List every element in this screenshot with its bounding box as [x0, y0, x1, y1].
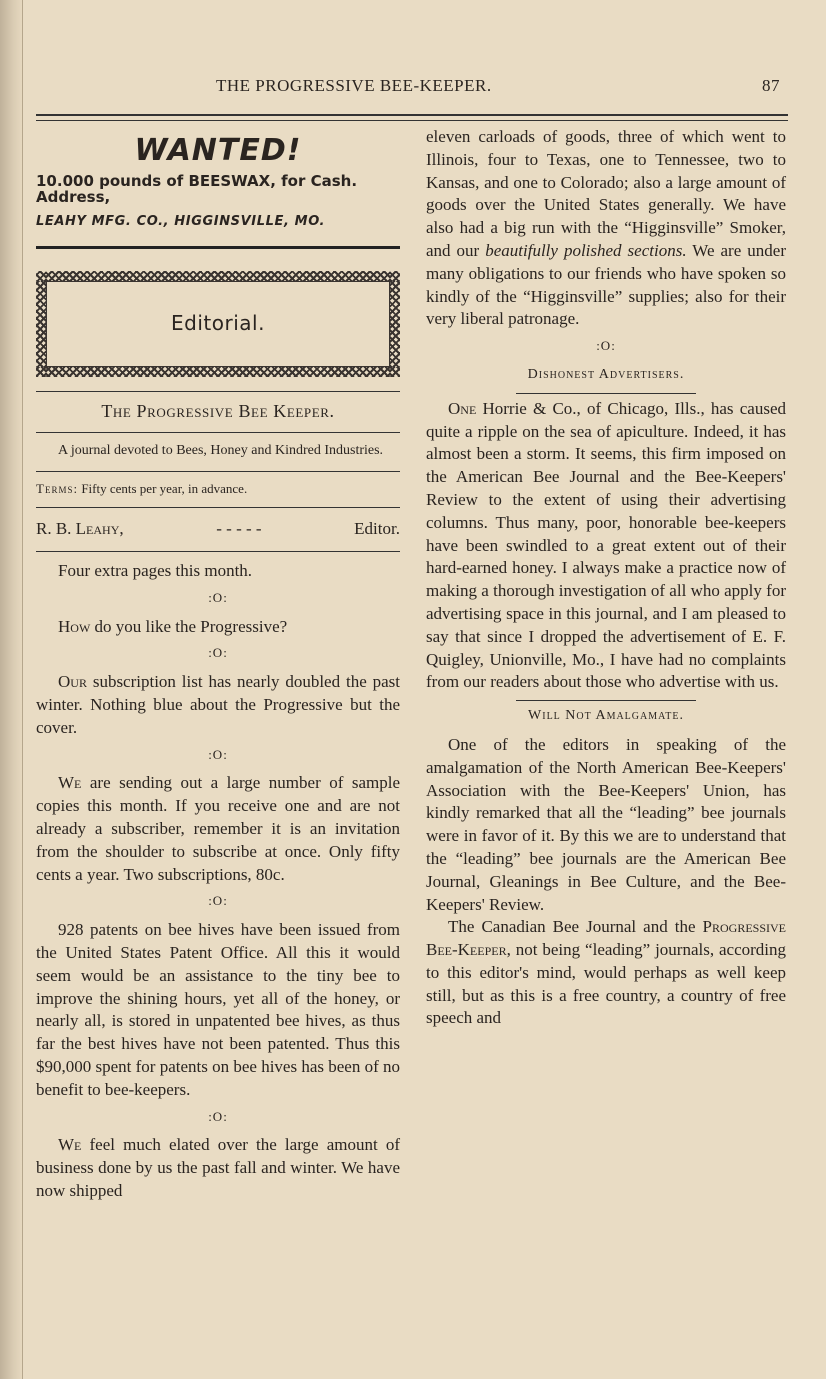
paragraph-business — [36, 1134, 400, 1202]
paragraph-subscription — [36, 671, 400, 739]
heading-will-not-amalgamate: Will Not Amalgamate. — [528, 708, 684, 724]
paragraph-carloads — [426, 126, 786, 331]
separator: :O: — [208, 893, 228, 909]
masthead-title: The Progressive Bee Keeper. — [101, 400, 335, 421]
editorial-label: Editorial. — [46, 281, 390, 367]
paragraph-text: Horrie & Co., of Chicago, Ills., has caused quite a ripple on the sea of apiculture. Indeed, it has almost been a storm. It seems, this firm imposed on the American Bee Journal and the Bee-Keepers' Review to the extent of using their advertising columns. Thus many, poor, honorable bee-keepers have been swindled to a great extent out of their hard-earned honey. I always make a practice now of making a thorough investigation of all who apply for advertising space in this journal, and I am pleased to say that since I dropped the advertisement of E. F. Quigley, Unionville, Mo., I have had no complaints from our readers about those who advertise with us. — [426, 398, 786, 692]
separator: :O: — [208, 589, 228, 605]
header-rule — [36, 114, 788, 121]
ad-line-2: LEAHY MFG. CO., HIGGINSVILLE, MO. — [36, 213, 326, 229]
running-title: THE PROGRESSIVE BEE-KEEPER. — [216, 76, 492, 95]
paragraph-text: do you like the Progressive? — [94, 616, 288, 636]
paragraph-amalgamation: One of the editors in speaking of the amalgamation of the North American Bee-Keepers' Association with the Bee-Keepers' Union, has kindly remarked that all the “leading” bee journals were in favor of it. By this we are to understand that the “leading” bee journals are the American Bee Journal, Gleanings in Bee Culture, and the Bee-Keepers' Review. — [426, 734, 786, 914]
masthead-description: A journal devoted to Bees, Honey and Kindred Industries. — [58, 443, 384, 459]
paragraph-canadian — [426, 916, 786, 1030]
left-column — [36, 126, 400, 1203]
lead-word: We — [58, 1135, 82, 1155]
paragraph-horrie — [426, 398, 786, 694]
separator: :O: — [596, 338, 616, 354]
paragraph-text: feel much elated over the large amount of business done by us the past fall and winter. We have now shipped — [36, 1135, 400, 1200]
lead-word: How — [58, 616, 91, 636]
paragraph-text: subscription list has nearly doubled the past winter. Nothing blue about the Progressive but the cover. — [36, 672, 401, 737]
lead-word: We — [58, 773, 82, 793]
lead-word: One — [448, 398, 477, 418]
editorial-banner — [36, 271, 400, 377]
right-column — [426, 126, 786, 1030]
heading-rule — [516, 393, 696, 394]
italic-phrase: beautifully polished sections. — [485, 240, 687, 260]
paragraph-text: are sending out a large number of sample copies this month. If you receive one and are not already a subscriber, remember it is an invitation from the shoulder to subscribe at once. Only fifty cents a year. Two subscriptions, 80c. — [36, 773, 400, 884]
heading-rule — [516, 700, 696, 701]
journal-name: Progressive Bee-Keeper, — [426, 917, 787, 960]
paragraph-text: The Canadian Bee Journal and the — [448, 917, 696, 937]
ad-title: WANTED! — [134, 133, 302, 168]
paragraph-sample-copies — [36, 772, 400, 886]
editor-dashes: - - - - - — [216, 519, 262, 539]
separator: :O: — [208, 1108, 228, 1124]
running-head — [36, 76, 788, 100]
masthead-rule — [36, 432, 400, 433]
terms-line — [36, 471, 400, 508]
separator: :O: — [208, 645, 228, 661]
ad-rule — [36, 246, 400, 253]
paragraph-how — [36, 616, 400, 639]
terms-label: Terms: — [36, 481, 79, 497]
lead-word: Our — [58, 672, 87, 692]
terms-text: Fifty cents per year, in advance. — [81, 481, 248, 497]
editor-role: Editor. — [354, 519, 400, 539]
book-binding — [0, 0, 23, 1379]
paragraph-text: We are under many obligations to our friends who have spoken so kindly of the “Higginsville” supplies; also for their very liberal patronage. — [426, 240, 786, 329]
heading-dishonest-advertisers: Dishonest Advertisers. — [527, 366, 685, 382]
ad-line-1: 10.000 pounds of BEESWAX, for Cash. Address, — [36, 171, 358, 206]
paragraph-text: eleven carloads of goods, three of which went to Illinois, four to Texas, one to Tennessee, two to Kansas, and one to Colorado; also a large amount of goods over the United States generally. We have also had a big run with the “Higginsville” Smoker, and our — [426, 127, 786, 260]
editor-rule — [36, 551, 400, 552]
page — [36, 0, 788, 1379]
masthead-rule-top — [36, 391, 400, 392]
paragraph-extra-pages: Four extra pages this month. — [58, 560, 253, 580]
paragraph-text: not being “leading” journals, according to this editor's mind, would perhaps as well keep still, but as this is a free country, a country of free speech and — [426, 940, 786, 1028]
paragraph-patents: 928 patents on bee hives have been issued from the United States Patent Office. All this it would seem would be an assistance to the tiny bee to improve the shining hours, yet all of the honey, or nearly all, is stored in unpatented bee hives, as thus far the best hives have not been patented. Thus this $90,000 spent for patents on bee hives has been of no benefit to bee-keepers. — [36, 920, 400, 1099]
page-number: 87 — [762, 76, 780, 95]
editor-line — [36, 518, 400, 541]
separator: :O: — [208, 746, 228, 762]
editor-name: R. B. Leahy, — [36, 519, 124, 539]
